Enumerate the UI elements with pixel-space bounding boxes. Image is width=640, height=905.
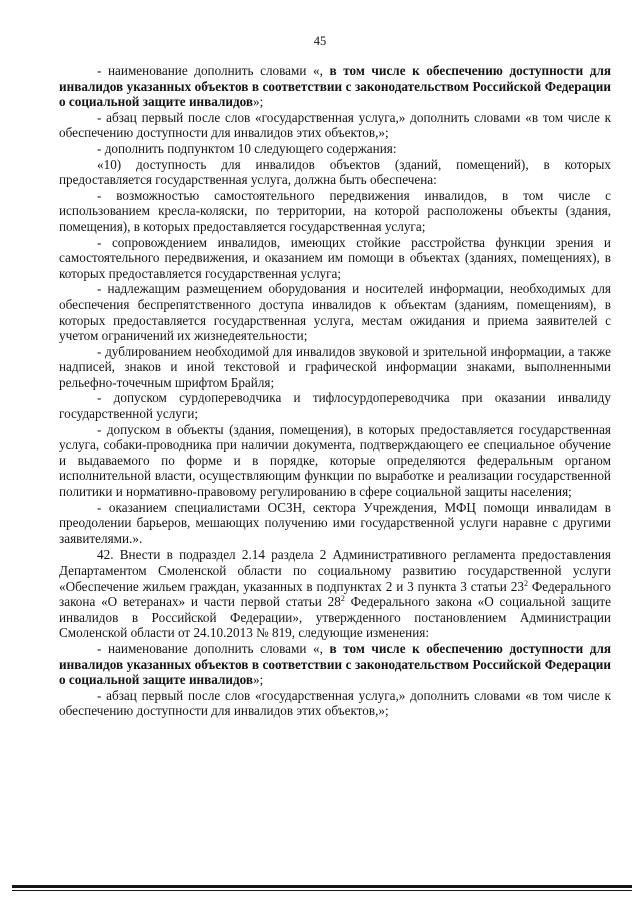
paragraph-text: Федерального закона «О ветеранах» и части первой статьи 28 [59,578,611,610]
paragraph-duplication-braille: - дублированием необходимой для инвалидов звуковой и зрительной информации, а также надписей, знаков и иной текстовой и графической информации знаками, выполненными рельефно-точечным шрифтом Брайля; [59,343,611,390]
paragraph-add-subpoint: - дополнить подпунктом 10 следующего содержания: [97,140,397,156]
paragraph-text: »; [253,672,264,688]
paragraph-text: - наименование дополнить словами «, [97,640,330,656]
bold-insertion-text: в том числе к обеспечению доступности для инвалидов указанных объектов в соответствии с законодательством Российской Федерации о социальной защите инвалидов [59,640,611,688]
paragraph-specialist-help: - оказанием специалистами ОСЗН, сектора Учреждения, МФЦ помощи инвалидам в преодолении барьеров, мешающих получению ими государственной услуги наравне с другими заявителями.». [59,499,611,546]
paragraph-first-abzac-1: - абзац первый после слов «государственная услуга,» дополнить словами «в том числе к обеспечению доступности для инвалидов этих объектов,»; [59,109,611,141]
paragraph-subpoint-10: «10) доступность для инвалидов объектов (зданий, помещений), в которых предоставляется государственная услуга, должна быть обеспечена: [59,156,611,188]
paragraph-text: - наименование дополнить словами «, [97,63,330,78]
paragraph-rename-2 [59,641,611,688]
footer-rule-thin [12,890,632,891]
paragraph-rename-1 [59,63,611,110]
footer-rule-thick [12,885,632,888]
paragraph-equipment-placement: - надлежащим размещением оборудования и носителей информации, необходимых для обеспечения беспрепятственного доступа инвалидов к объектам (зданиям, помещениям), в которых предоставляется государственная услуга, местам ожидания и приема заявителей с учетом ограничений их жизнедеятельности; [59,281,611,344]
paragraph-text: 42. Внести в подраздел 2.14 раздела 2 Административного регламента предоставления Департаментом Смоленской области по социальному развитию государственной услуги «Обеспечение жильем граждан, указанных в подпунктах 2 и 3 пункта 3 статьи 23 [59,547,611,594]
superscript: 2 [523,578,528,588]
superscript: 2 [340,594,345,604]
paragraph-first-abzac-2: - абзац первый после слов «государственная услуга,» дополнить словами «в том числе к обеспечению доступности для инвалидов этих объектов,»; [59,687,611,719]
page-number: 45 [313,34,327,48]
paragraph-text: Федерального закона «О социальной защите инвалидов в Российской Федерации», утвержденного постановлением Администрации Смоленской области от 24.10.2013 № 819, следующие изменения: [59,594,611,641]
document-body [59,63,611,719]
paragraph-independent-movement: - возможностью самостоятельного передвижения инвалидов, в том числе с использованием кресла-коляски, по территории, на которой расположены объекты (здания, помещения), в которых предоставляется государственная услуга; [59,187,611,234]
paragraph-guide-dog: - допуском в объекты (здания, помещения), в которых предоставляется государственная услуга, собаки-проводника при наличии документа, подтверждающего ее специальное обучение и выдаваемого по форме и в порядке, которые определяются федеральным органом исполнительной власти, осуществляющим функции по выработке и реализации государственной политики и нормативно-правовому регулированию в сфере социальной защиты населения; [59,421,611,500]
paragraph-escort: - сопровождением инвалидов, имеющих стойкие расстройства функции зрения и самостоятельного передвижения, и оказанием им помощи в объектах (зданиях, помещениях), в которых предоставляется государственная услуга; [59,234,611,281]
paragraph-item-42 [59,547,611,641]
bold-insertion-text: в том числе к обеспечению доступности для инвалидов указанных объектов в соответствии с законодательством Российской Федерации о социальной защите инвалидов [59,63,611,110]
paragraph-text: »; [253,94,264,110]
paragraph-sign-interpreter: - допуском сурдопереводчика и тифлосурдопереводчика при оказании инвалиду государственной услуги; [59,390,611,422]
